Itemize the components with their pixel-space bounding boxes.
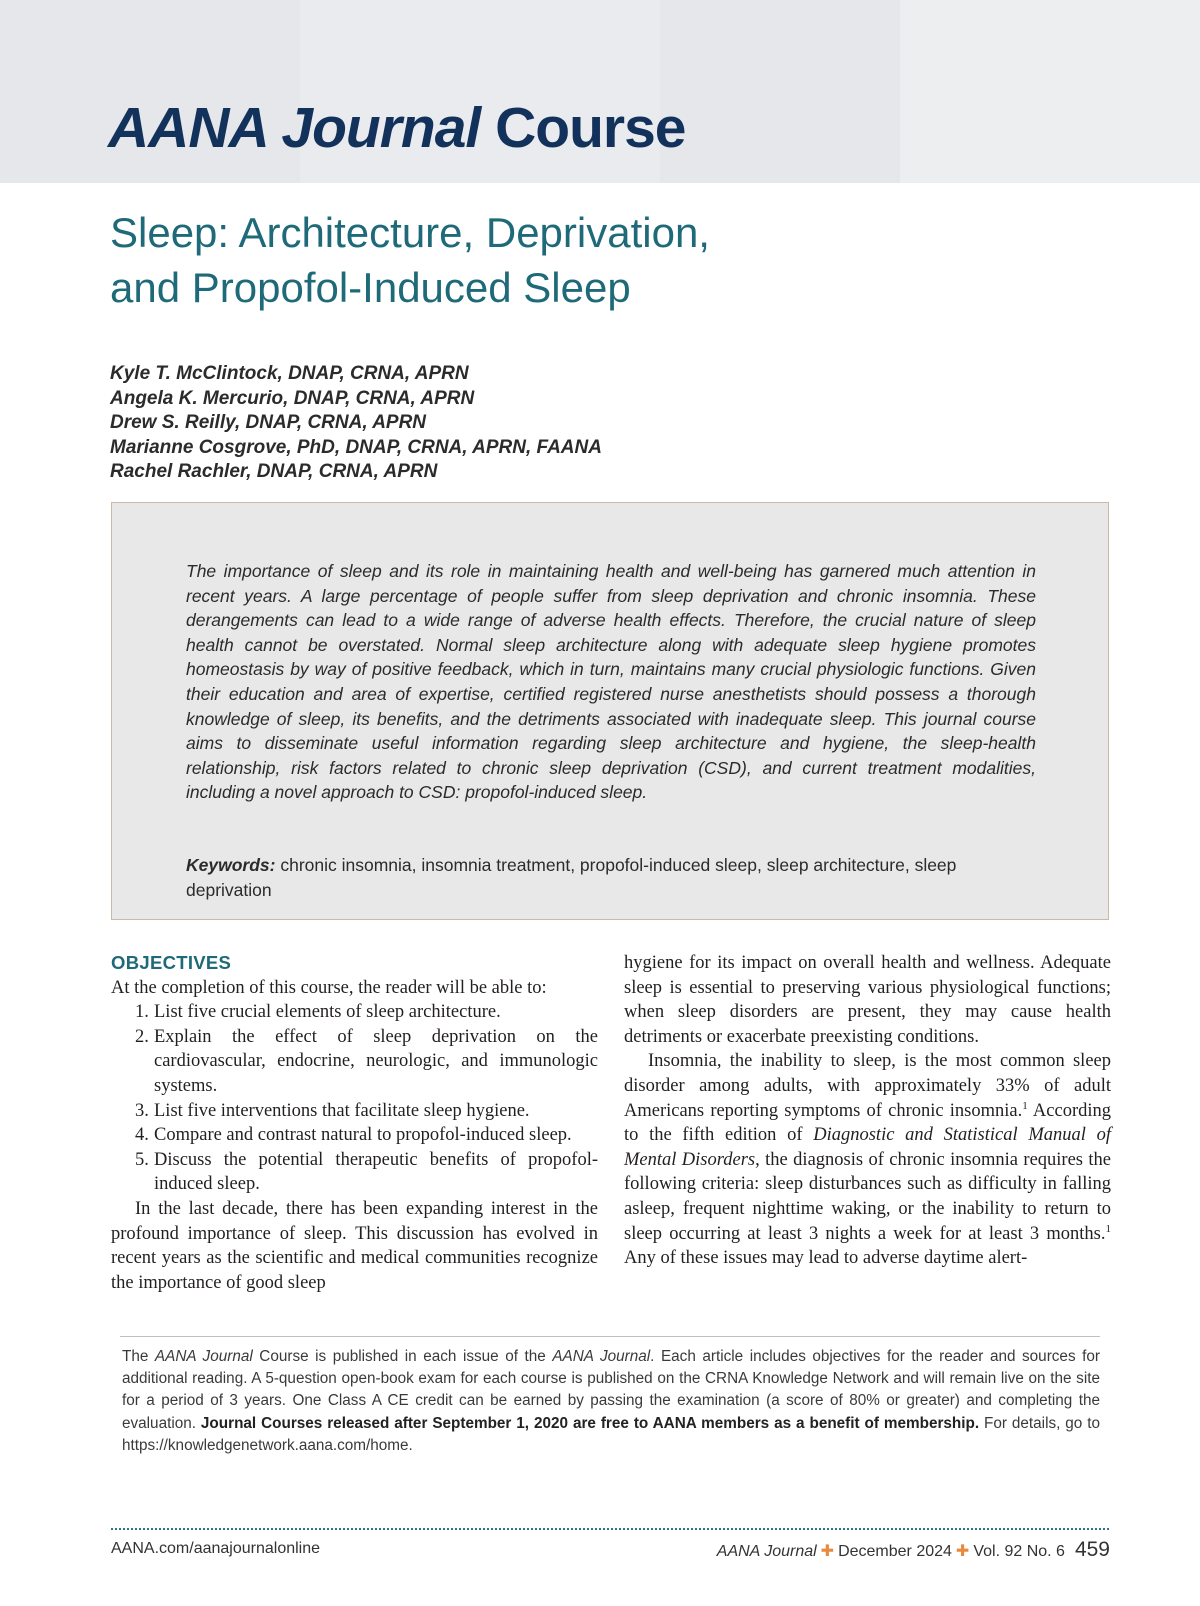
objective-number: 5. [135,1149,149,1170]
objective-number: 3. [135,1100,149,1121]
body-paragraph-continued: hygiene for its impact on overall health and wellness. Adequate sleep is essential to preserving various physiological functions; when sleep disorders are present, they may cause health detriments or exacerbate preexisting conditions. [624,953,1111,1047]
footnote-text: Course is published in each issue of the [252,1348,553,1365]
footer-dotted-divider [111,1528,1109,1530]
objective-number: 1. [135,1002,149,1023]
objective-number: 4. [135,1125,149,1146]
article-title-line-1: Sleep: Architecture, Deprivation, [110,209,710,256]
journal-name-course: Course [495,96,686,160]
author-name: Drew S. Reilly, DNAP, CRNA, APRN [110,412,427,434]
footnote-journal-name: AANA Journal [552,1348,651,1365]
objective-text: List five interventions that facilitate sleep hygiene. [154,1100,530,1121]
objectives-intro: At the completion of this course, the reader will be able to: [111,977,547,998]
footnote-divider [120,1336,1100,1337]
article-title [110,205,1010,315]
footer-journal-name: AANA Journal [716,1543,817,1560]
footnote-membership-note: Journal Courses released after September 1, 2020 are free to AANA members as a benefit of membership. [200,1414,980,1432]
objective-text: Explain the effect of sleep deprivation on the cardiovascular, endocrine, neurologic, and immunologic systems. [154,1026,598,1096]
keywords-label: Keywords: [186,855,276,875]
objective-text: Compare and contrast natural to propofol-induced sleep. [154,1125,572,1146]
objective-number: 2. [135,1026,149,1047]
footer-url[interactable]: AANA.com/aanajournalonline [111,1540,321,1557]
body-text: , the diagnosis of chronic insomnia requires the following criteria: sleep disturbances such as difficulty in falling asleep, frequent nighttime waking, or the inability to return to sleep occurring at least 3 nights a week for at least 3 months. [624,1149,1111,1244]
journal-course-banner [108,96,686,160]
footnote-text: The [122,1348,155,1365]
keywords-list: chronic insomnia, insomnia treatment, propofol-induced sleep, sleep architecture, sleep deprivation [186,855,957,900]
author-name: Rachel Rachler, DNAP, CRNA, APRN [110,461,438,483]
footer-volume: Vol. 92 No. 6 [973,1543,1065,1560]
journal-header [0,0,1200,183]
page-number: 459 [1074,1538,1110,1561]
abstract-text: The importance of sleep and its role in maintaining health and well-being has garnered much attention in recent years. A large percentage of people suffer from sleep deprivation and chronic insomnia. These derangements can lead to a wide range of adverse health effects. Therefore, the crucial nature of sleep health cannot be overstated. Normal sleep architecture along with adequate sleep hygiene promotes homeostasis by way of positive feedback, which in turn, maintains many crucial physiologic functions. Given their education and area of expertise, certified registered nurse anesthetists should possess a thorough knowledge of sleep, its benefits, and the detriments associated with inadequate sleep. This journal course aims to disseminate useful information regarding sleep architecture and hygiene, the sleep-health relationship, risk factors related to chronic sleep deprivation (CSD), and current treatment modalities, including a novel approach to CSD: propofol-induced sleep. [186,561,1036,803]
plus-separator-icon: ✚ [820,1543,835,1560]
body-text: Insomnia, the inability to sleep, is the most common sleep disorder among adults, with approximately 33% of adult Americans reporting symptoms of chronic insomnia. [624,1051,1111,1121]
course-footnote [122,1346,1100,1457]
footnote-text: . Each article includes objectives for the reader and sources for additional reading. A 5-question open-book exam for each course is published on the CRNA Knowledge Network and will remain live on the site for a period of 3 years. One Class A CE credit can be earned by passing the examination (a score of 80% or greater) and completing the evaluation. [122,1348,1100,1432]
body-paragraph [624,1049,1111,1270]
article-title-line-2: and Propofol-Induced Sleep [110,264,631,311]
body-text: Any of these issues may lead to adverse daytime alert- [624,1248,1028,1269]
reference-marker: 1 [1022,1099,1028,1112]
author-list [110,362,602,485]
author-name: Kyle T. McClintock, DNAP, CRNA, APRN [110,363,469,384]
objective-item [111,1000,598,1025]
journal-name-italic: AANA Journal [108,96,481,160]
body-text: According to the fifth edition of [624,1100,1112,1146]
abstract-box [111,502,1109,920]
keywords [186,853,1036,902]
plus-separator-icon: ✚ [955,1543,970,1560]
objective-item [111,1025,598,1099]
objectives-heading: OBJECTIVES [111,952,232,973]
objective-item [111,1099,598,1124]
left-column [111,951,598,1295]
footnote-link-text: For details, go to https://knowledgenetwork.aana.com/home. [122,1414,1100,1454]
objective-text: Discuss the potential therapeutic benefits of propofol-induced sleep. [154,1149,598,1195]
author-name: Angela K. Mercurio, DNAP, CRNA, APRN [110,387,475,409]
book-title: Diagnostic and Statistical Manual of Mental Disorders [624,1125,1111,1170]
right-column [624,951,1111,1271]
reference-marker: 1 [1105,1222,1111,1235]
objective-text: List five crucial elements of sleep architecture. [154,1002,501,1023]
footnote-journal-name: AANA Journal [154,1348,253,1365]
footer-date: December 2024 [838,1543,952,1560]
objectives-list [111,1000,598,1197]
objective-item [111,1123,598,1148]
author-name: Marianne Cosgrove, PhD, DNAP, CRNA, APRN, FAANA [110,436,602,458]
body-paragraph: In the last decade, there has been expanding interest in the profound importance of sleep. This discussion has evolved in recent years as the scientific and medical communities recognize the importance of good sleep [111,1198,598,1293]
footer-citation [717,1538,1110,1562]
header-background-panel-right [900,0,1200,183]
objective-item [111,1148,598,1197]
